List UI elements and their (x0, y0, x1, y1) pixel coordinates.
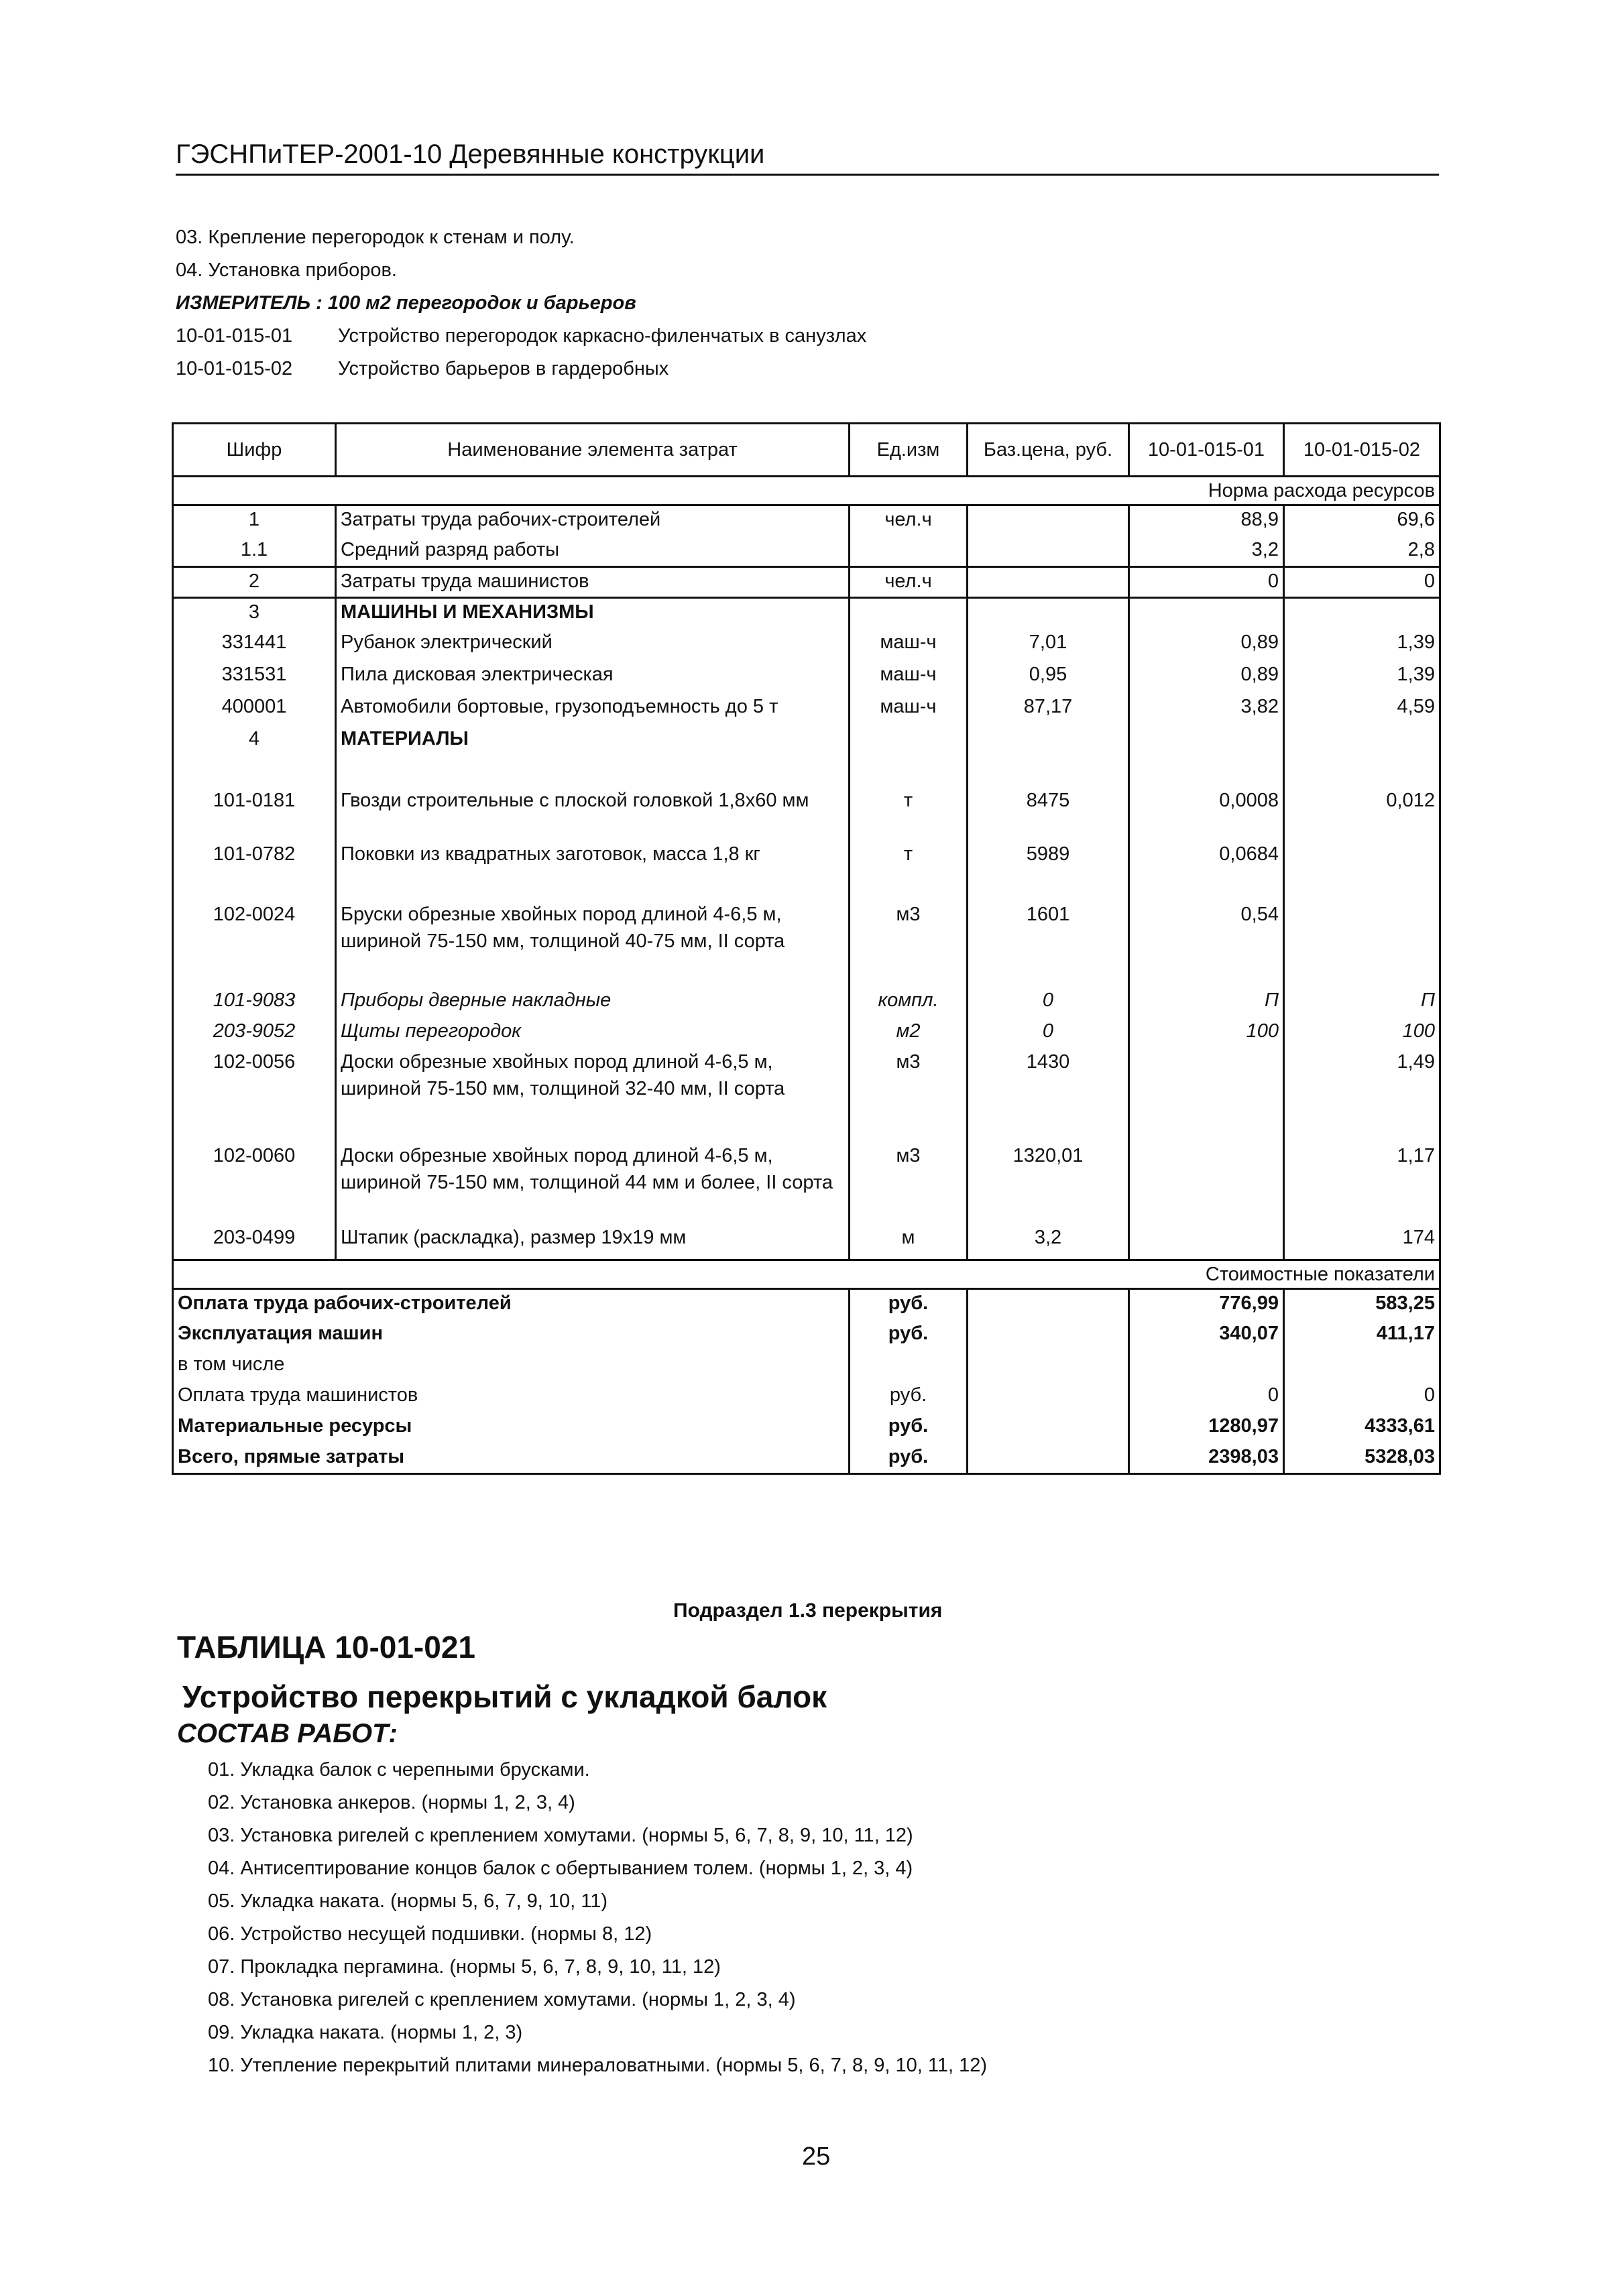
table-row (173, 536, 1440, 567)
norm-value-cell: 2,8 (1284, 536, 1440, 567)
cost-name-cell: Материальные ресурсы (173, 1412, 850, 1443)
cost-unit-cell (850, 1351, 968, 1382)
cost-empty-cell (968, 1289, 1129, 1320)
price-cell: 5989 (968, 841, 1129, 901)
price-cell (968, 725, 1129, 787)
norm-value-cell (1129, 598, 1284, 629)
code-cell: 1 (173, 505, 336, 536)
norm-value-cell: 0,012 (1284, 787, 1440, 841)
cost-value-cell: 2398,03 (1129, 1443, 1284, 1474)
price-cell: 1430 (968, 1048, 1129, 1142)
norm-value-cell: 1,49 (1284, 1048, 1440, 1142)
price-cell: 7,01 (968, 629, 1129, 661)
work-item: 03. Крепление перегородок к стенам и полу. (176, 227, 575, 248)
table-body (173, 505, 1440, 1260)
cost-empty-cell (968, 1351, 1129, 1382)
name-cell: Поковки из квадратных заготовок, масса 1,8 кг (336, 841, 850, 901)
cost-row (173, 1382, 1440, 1412)
code-cell: 3 (173, 598, 336, 629)
name-cell: Рубанок электрический (336, 629, 850, 661)
code-cell: 101-0782 (173, 841, 336, 901)
cost-value-cell: 583,25 (1284, 1289, 1440, 1320)
column-header: Наименование элемента затрат (336, 424, 850, 477)
subsection-title: Подраздел 1.3 перекрытия (673, 1599, 943, 1622)
cost-unit-cell: руб. (850, 1382, 968, 1412)
norm-value-cell (1129, 1048, 1284, 1142)
column-header: Шифр (173, 424, 336, 477)
name-cell: Приборы дверные накладные (336, 987, 850, 1018)
cost-value-cell: 0 (1129, 1382, 1284, 1412)
work-item: 02. Установка анкеров. (нормы 1, 2, 3, 4) (208, 1792, 575, 1813)
cost-empty-cell (968, 1412, 1129, 1443)
name-cell: Гвозди строительные с плоской головкой 1,8х60 мм (336, 787, 850, 841)
table-row (173, 1142, 1440, 1224)
table-row (173, 987, 1440, 1018)
norm-value-cell: 69,6 (1284, 505, 1440, 536)
name-cell: Пила дисковая электрическая (336, 661, 850, 693)
cost-label: Стоимостные показатели (173, 1260, 1440, 1289)
work-item: 03. Установка ригелей с креплением хомутами. (нормы 5, 6, 7, 8, 9, 10, 11, 12) (208, 1825, 913, 1846)
norm-value-cell: 3,82 (1129, 693, 1284, 725)
norm-code-row (176, 353, 866, 385)
price-cell: 3,2 (968, 1224, 1129, 1260)
unit-cell: м2 (850, 1018, 968, 1048)
cost-value-cell: 411,17 (1284, 1320, 1440, 1351)
table-row (173, 505, 1440, 536)
cost-name-cell: Оплата труда рабочих-строителей (173, 1289, 850, 1320)
table-row (173, 787, 1440, 841)
work-item: 07. Прокладка пергамина. (нормы 5, 6, 7, 8, 9, 10, 11, 12) (208, 1956, 721, 1978)
price-cell (968, 505, 1129, 536)
cost-name-cell: Всего, прямые затраты (173, 1443, 850, 1474)
code-cell: 4 (173, 725, 336, 787)
works-list (208, 1754, 987, 2082)
norm-value-cell: 1,39 (1284, 661, 1440, 693)
table-row (173, 598, 1440, 629)
name-cell: МАШИНЫ И МЕХАНИЗМЫ (336, 598, 850, 629)
unit-cell (850, 598, 968, 629)
cost-value-cell (1284, 1351, 1440, 1382)
table-title: ТАБЛИЦА 10-01-021 (177, 1630, 475, 1665)
cost-empty-cell (968, 1443, 1129, 1474)
norm-value-cell: 0,54 (1129, 901, 1284, 987)
unit-cell: м (850, 1224, 968, 1260)
measure-unit: ИЗМЕРИТЕЛЬ : 100 м2 перегородок и барьеров (176, 292, 636, 314)
table-row (173, 1018, 1440, 1048)
cost-row (173, 1443, 1440, 1474)
norm-value-cell: П (1284, 987, 1440, 1018)
table-row (173, 693, 1440, 725)
code-cell: 2 (173, 567, 336, 598)
norm-value-cell: 0,0008 (1129, 787, 1284, 841)
code-cell: 1.1 (173, 536, 336, 567)
price-cell: 0 (968, 1018, 1129, 1048)
page-header: ГЭСНПиТЕР-2001-10 Деревянные конструкции (176, 139, 1439, 176)
cost-row (173, 1320, 1440, 1351)
column-header: Ед.изм (850, 424, 968, 477)
norm-code-row (176, 320, 866, 353)
unit-cell: т (850, 841, 968, 901)
unit-cell (850, 536, 968, 567)
work-item: 04. Установка приборов. (176, 259, 397, 281)
table-row (173, 661, 1440, 693)
price-cell: 0,95 (968, 661, 1129, 693)
column-header: Баз.цена, руб. (968, 424, 1129, 477)
cost-value-cell: 1280,97 (1129, 1412, 1284, 1443)
column-header: 10-01-015-01 (1129, 424, 1284, 477)
code-cell: 331531 (173, 661, 336, 693)
norm-label: Норма расхода ресурсов (173, 477, 1440, 505)
name-cell: Доски обрезные хвойных пород длиной 4-6,5 м, шириной 75-150 мм, толщиной 44 мм и более, II сорта (336, 1142, 850, 1224)
cost-empty-cell (968, 1382, 1129, 1412)
norm-label-row (173, 477, 1440, 505)
intro-block (176, 221, 866, 385)
work-item: 06. Устройство несущей подшивки. (нормы 8, 12) (208, 1923, 652, 1945)
unit-cell: компл. (850, 987, 968, 1018)
cost-name-cell: Эксплуатация машин (173, 1320, 850, 1351)
work-item: 08. Установка ригелей с креплением хомутами. (нормы 1, 2, 3, 4) (208, 1989, 796, 2010)
norm-value-cell: 4,59 (1284, 693, 1440, 725)
table-row (173, 725, 1440, 787)
norm-name: Устройство барьеров в гардеробных (338, 358, 669, 379)
works-heading: СОСТАВ РАБОТ: (177, 1719, 398, 1748)
norm-value-cell (1129, 1224, 1284, 1260)
cost-value-cell: 340,07 (1129, 1320, 1284, 1351)
price-cell: 8475 (968, 787, 1129, 841)
unit-cell: м3 (850, 1048, 968, 1142)
cost-value-cell: 5328,03 (1284, 1443, 1440, 1474)
table-subtitle: Устройство перекрытий с укладкой балок (182, 1679, 827, 1714)
work-item: 10. Утепление перекрытий плитами минераловатными. (нормы 5, 6, 7, 8, 9, 10, 11, 12) (208, 2055, 987, 2076)
work-item: 04. Антисептирование концов балок с обертыванием толем. (нормы 1, 2, 3, 4) (208, 1858, 913, 1879)
norm-value-cell: 88,9 (1129, 505, 1284, 536)
code-cell: 102-0060 (173, 1142, 336, 1224)
norm-value-cell: 0,0684 (1129, 841, 1284, 901)
work-item: 05. Укладка наката. (нормы 5, 6, 7, 9, 10, 11) (208, 1890, 608, 1912)
unit-cell: маш-ч (850, 629, 968, 661)
table-row (173, 841, 1440, 901)
norm-value-cell (1284, 725, 1440, 787)
norm-value-cell (1284, 841, 1440, 901)
norm-value-cell (1284, 598, 1440, 629)
unit-cell: маш-ч (850, 661, 968, 693)
table-header-row (173, 424, 1440, 477)
name-cell: Затраты труда рабочих-строителей (336, 505, 850, 536)
cost-row (173, 1412, 1440, 1443)
cost-unit-cell: руб. (850, 1320, 968, 1351)
unit-cell: чел.ч (850, 567, 968, 598)
resource-table (172, 422, 1441, 1475)
code-cell: 102-0024 (173, 901, 336, 987)
price-cell: 1601 (968, 901, 1129, 987)
cost-body (173, 1289, 1440, 1474)
unit-cell: маш-ч (850, 693, 968, 725)
norm-value-cell (1129, 1142, 1284, 1224)
unit-cell (850, 725, 968, 787)
cost-name-cell: в том числе (173, 1351, 850, 1382)
name-cell: МАТЕРИАЛЫ (336, 725, 850, 787)
code-cell: 101-9083 (173, 987, 336, 1018)
table-row (173, 567, 1440, 598)
norm-value-cell: 1,39 (1284, 629, 1440, 661)
code-cell: 203-9052 (173, 1018, 336, 1048)
norm-value-cell: 0 (1129, 567, 1284, 598)
cost-name-cell: Оплата труда машинистов (173, 1382, 850, 1412)
norm-code: 10-01-015-01 (176, 325, 293, 347)
norm-value-cell: 174 (1284, 1224, 1440, 1260)
norm-value-cell (1284, 901, 1440, 987)
unit-cell: м3 (850, 1142, 968, 1224)
price-cell (968, 567, 1129, 598)
unit-cell: т (850, 787, 968, 841)
name-cell: Бруски обрезные хвойных пород длиной 4-6,5 м, шириной 75-150 мм, толщиной 40-75 мм, II сорта (336, 901, 850, 987)
code-cell: 331441 (173, 629, 336, 661)
code-cell: 400001 (173, 693, 336, 725)
norm-value-cell: 0,89 (1129, 661, 1284, 693)
cost-unit-cell: руб. (850, 1443, 968, 1474)
norm-value-cell: 100 (1284, 1018, 1440, 1048)
name-cell: Штапик (раскладка), размер 19х19 мм (336, 1224, 850, 1260)
table-row (173, 1048, 1440, 1142)
norm-value-cell: 100 (1129, 1018, 1284, 1048)
work-item: 09. Укладка наката. (нормы 1, 2, 3) (208, 2022, 523, 2043)
code-cell: 203-0499 (173, 1224, 336, 1260)
table-row (173, 1224, 1440, 1260)
norm-value-cell: 3,2 (1129, 536, 1284, 567)
table-row (173, 901, 1440, 987)
price-cell: 1320,01 (968, 1142, 1129, 1224)
work-item: 01. Укладка балок с черепными брусками. (208, 1759, 590, 1780)
table-row (173, 629, 1440, 661)
cost-unit-cell: руб. (850, 1289, 968, 1320)
name-cell: Затраты труда машинистов (336, 567, 850, 598)
code-cell: 101-0181 (173, 787, 336, 841)
cost-value-cell: 0 (1284, 1382, 1440, 1412)
cost-value-cell (1129, 1351, 1284, 1382)
price-cell: 87,17 (968, 693, 1129, 725)
unit-cell: м3 (850, 901, 968, 987)
cost-row (173, 1351, 1440, 1382)
price-cell (968, 536, 1129, 567)
name-cell: Щиты перегородок (336, 1018, 850, 1048)
norm-name: Устройство перегородок каркасно-филенчатых в санузлах (338, 325, 867, 347)
cost-value-cell: 776,99 (1129, 1289, 1284, 1320)
name-cell: Доски обрезные хвойных пород длиной 4-6,5 м, шириной 75-150 мм, толщиной 32-40 мм, II сорта (336, 1048, 850, 1142)
cost-value-cell: 4333,61 (1284, 1412, 1440, 1443)
norm-value-cell: П (1129, 987, 1284, 1018)
cost-empty-cell (968, 1320, 1129, 1351)
norm-value-cell: 0 (1284, 567, 1440, 598)
column-header: 10-01-015-02 (1284, 424, 1440, 477)
norm-code: 10-01-015-02 (176, 358, 293, 379)
name-cell: Средний разряд работы (336, 536, 850, 567)
norm-value-cell: 1,17 (1284, 1142, 1440, 1224)
norm-value-cell: 0,89 (1129, 629, 1284, 661)
unit-cell: чел.ч (850, 505, 968, 536)
norm-value-cell (1129, 725, 1284, 787)
price-cell (968, 598, 1129, 629)
page-number: 25 (802, 2142, 831, 2171)
code-cell: 102-0056 (173, 1048, 336, 1142)
name-cell: Автомобили бортовые, грузоподъемность до 5 т (336, 693, 850, 725)
cost-label-row (173, 1260, 1440, 1289)
price-cell: 0 (968, 987, 1129, 1018)
cost-unit-cell: руб. (850, 1412, 968, 1443)
cost-row (173, 1289, 1440, 1320)
